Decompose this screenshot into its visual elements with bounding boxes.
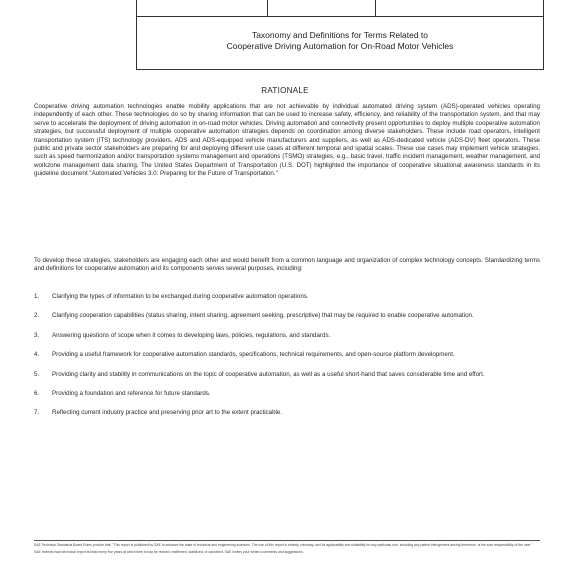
rationale-paragraph-1: Cooperative driving automation technologies enable mobility applications that are not achievable by individual automated driving system (ADS)-operated vehicles operating independently of each other. These technologies do so by sharing information that can be used to increase safety, efficiency, and reliability of the transportation system, and that may serve to accelerate the deployment of driving automation in on-road motor vehicles. Driving automation and connectivity present opportunities to deploy multiple cooperative automation strategies, but successful deployment of multiple cooperative automation strategies depends on coordination among diverse stakeholders. These include road operators, intelligent transportation system (ITS) technology providers, ADS and ADS-equipped vehicle manufacturers and suppliers, as well as ADS-dedicated vehicle (ADS-DV) fleet operators. These public and private sector stakeholders are preparing for and deploying different use cases at different temporal and spatial scales. These use cases may implement vehicle strategies, such as speed harmonization and/or transportation systems management and operations (TSMO) strategies, e.g., basic travel, traffic incident management, weather management, and workzone management data sharing. The United States Department of Transportation (U.S. DOT) highlighted the importance of cooperative situational awareness standards in its guideline document "Automated Vehicles 3.0: Preparing for the Future of Transportation." — [34, 103, 540, 178]
footer-line-1: SAE Technical Standards Board Rules provide that: "This report is published by SAE to advance the state of technical and engineering sciences. The use of this report is entirely voluntary, and its applicability and suitability for any particular use, including any patent infringement arising therefrom, is the sole responsibility of the user." — [34, 543, 533, 547]
list-item-number: 5. — [34, 370, 40, 378]
document-header-box — [136, 0, 544, 70]
list-item-text: Providing clarity and stability in communications on the topic of cooperative automation, as well as a useful short-hand that saves considerable time and effort. — [52, 370, 485, 378]
list-item — [34, 312, 540, 320]
footer-notice — [34, 543, 540, 556]
list-item — [34, 332, 540, 340]
list-item-text: Reflecting current industry practice and preserving prior art to the extent practicable. — [52, 409, 283, 417]
list-item-text: Clarifying cooperation capabilities (status sharing, intent sharing, agreement seeking, prescriptive) that may be required to enable cooperative automation. — [52, 312, 474, 320]
list-item-number: 2. — [34, 312, 40, 320]
list-item-number: 6. — [34, 390, 40, 398]
document-title-line-1: Taxonomy and Definitions for Terms Related to — [251, 30, 429, 40]
footer-line-2: SAE reviews each technical report at least every five years at which time it may be revised, reaffirmed, stabilized, or cancelled. SAE invites your written comments and suggestions. — [34, 549, 304, 554]
document-title — [137, 30, 543, 52]
document-title-line-2: Cooperative Driving Automation for On-Road Motor Vehicles — [226, 41, 454, 51]
list-item — [34, 351, 540, 359]
list-item-number: 3. — [34, 331, 40, 339]
list-item-text: Clarifying the types of information to be exchanged during cooperative automation operations. — [52, 293, 309, 300]
list-item — [34, 293, 540, 301]
purposes-list — [34, 293, 540, 429]
header-divider — [375, 0, 376, 16]
section-heading-rationale: RATIONALE — [261, 86, 309, 95]
list-item-number: 7. — [34, 409, 40, 417]
list-item-text: Providing a useful framework for cooperative automation standards, specifications, technical requirements, and open-source platform development. — [52, 351, 455, 359]
list-item — [34, 390, 540, 398]
list-item-text: Providing a foundation and reference for future standards. — [52, 390, 211, 398]
list-item — [34, 409, 540, 417]
list-item-number: 4. — [34, 351, 40, 359]
header-divider — [267, 0, 268, 16]
rationale-paragraph-2: To develop these strategies, stakeholders are engaging each other and would benefit from a common language and organization of complex technology concepts. Standardizing terms and definitions for cooperative automation and its components serves several purposes, including: — [34, 257, 540, 273]
list-item — [34, 371, 540, 379]
header-top-row — [137, 0, 543, 17]
list-item-text: Answering questions of scope when it comes to developing laws, policies, regulations, and standards. — [52, 331, 331, 339]
list-item-number: 1. — [34, 293, 40, 300]
footer-divider — [34, 540, 540, 541]
